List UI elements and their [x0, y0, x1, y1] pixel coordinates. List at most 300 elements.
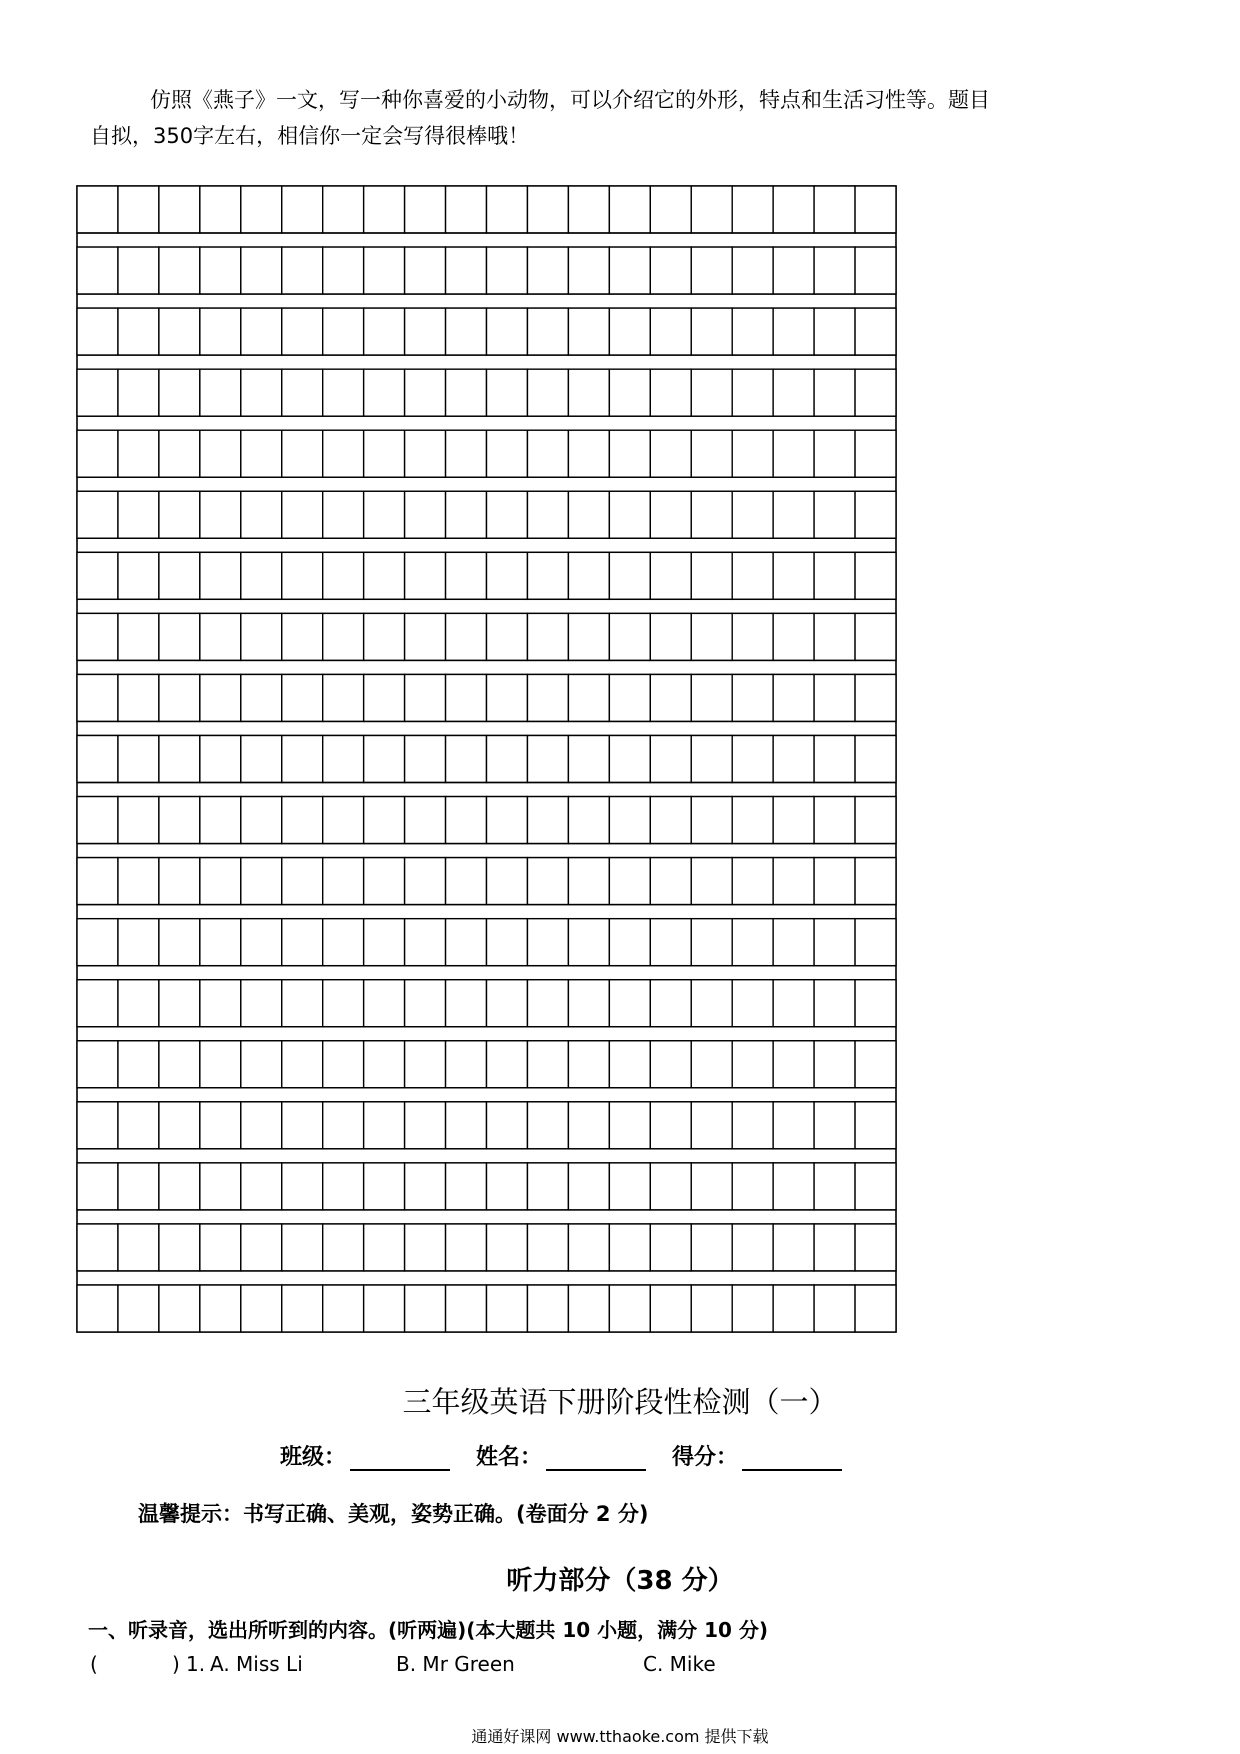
- grid-cell[interactable]: [159, 797, 200, 844]
- grid-cell[interactable]: [405, 797, 446, 844]
- grid-cell[interactable]: [200, 797, 241, 844]
- grid-cell[interactable]: [609, 797, 650, 844]
- grid-cell[interactable]: [527, 491, 568, 538]
- grid-cell[interactable]: [159, 1285, 200, 1332]
- grid-cell[interactable]: [691, 1041, 732, 1088]
- grid-cell[interactable]: [650, 186, 691, 233]
- grid-cell[interactable]: [487, 308, 528, 355]
- grid-cell[interactable]: [364, 308, 405, 355]
- grid-cell[interactable]: [405, 552, 446, 599]
- grid-cell[interactable]: [446, 552, 487, 599]
- grid-cell[interactable]: [773, 552, 814, 599]
- grid-cell[interactable]: [773, 1285, 814, 1332]
- grid-cell[interactable]: [282, 919, 323, 966]
- grid-cell[interactable]: [773, 1224, 814, 1271]
- grid-cell[interactable]: [568, 552, 609, 599]
- grid-cell[interactable]: [118, 186, 159, 233]
- grid-cell[interactable]: [691, 1163, 732, 1210]
- grid-cell[interactable]: [159, 430, 200, 477]
- grid-cell[interactable]: [650, 247, 691, 294]
- grid-cell[interactable]: [855, 674, 896, 721]
- class-blank[interactable]: [350, 1447, 450, 1471]
- grid-cell[interactable]: [691, 1102, 732, 1149]
- grid-cell[interactable]: [200, 980, 241, 1027]
- grid-cell[interactable]: [77, 919, 118, 966]
- grid-cell[interactable]: [77, 1285, 118, 1332]
- grid-cell[interactable]: [77, 797, 118, 844]
- grid-cell[interactable]: [446, 797, 487, 844]
- grid-cell[interactable]: [118, 369, 159, 416]
- option-a[interactable]: A. Miss Li: [210, 1652, 303, 1676]
- grid-cell[interactable]: [159, 552, 200, 599]
- grid-cell[interactable]: [691, 308, 732, 355]
- grid-cell[interactable]: [200, 430, 241, 477]
- grid-cell[interactable]: [527, 980, 568, 1027]
- grid-cell[interactable]: [609, 1224, 650, 1271]
- grid-cell[interactable]: [609, 247, 650, 294]
- grid-cell[interactable]: [650, 797, 691, 844]
- grid-cell[interactable]: [855, 919, 896, 966]
- grid-cell[interactable]: [568, 1102, 609, 1149]
- grid-cell[interactable]: [282, 308, 323, 355]
- grid-cell[interactable]: [855, 858, 896, 905]
- grid-cell[interactable]: [364, 186, 405, 233]
- grid-cell[interactable]: [855, 797, 896, 844]
- grid-cell[interactable]: [527, 797, 568, 844]
- grid-cell[interactable]: [323, 919, 364, 966]
- grid-cell[interactable]: [364, 797, 405, 844]
- grid-cell[interactable]: [405, 247, 446, 294]
- grid-cell[interactable]: [691, 674, 732, 721]
- grid-cell[interactable]: [814, 430, 855, 477]
- grid-cell[interactable]: [609, 186, 650, 233]
- grid-cell[interactable]: [282, 797, 323, 844]
- grid-cell[interactable]: [200, 552, 241, 599]
- grid-cell[interactable]: [118, 858, 159, 905]
- grid-cell[interactable]: [159, 369, 200, 416]
- grid-cell[interactable]: [77, 247, 118, 294]
- grid-cell[interactable]: [609, 613, 650, 660]
- grid-cell[interactable]: [405, 1041, 446, 1088]
- grid-cell[interactable]: [241, 186, 282, 233]
- grid-cell[interactable]: [650, 430, 691, 477]
- grid-cell[interactable]: [118, 552, 159, 599]
- grid-cell[interactable]: [323, 1041, 364, 1088]
- grid-cell[interactable]: [609, 919, 650, 966]
- grid-cell[interactable]: [405, 1102, 446, 1149]
- grid-cell[interactable]: [773, 491, 814, 538]
- grid-cell[interactable]: [364, 736, 405, 783]
- grid-cell[interactable]: [446, 308, 487, 355]
- class-field[interactable]: [280, 1440, 450, 1471]
- grid-cell[interactable]: [77, 491, 118, 538]
- grid-cell[interactable]: [814, 247, 855, 294]
- grid-cell[interactable]: [364, 1224, 405, 1271]
- grid-cell[interactable]: [200, 247, 241, 294]
- grid-cell[interactable]: [200, 1285, 241, 1332]
- grid-cell[interactable]: [159, 1163, 200, 1210]
- grid-cell[interactable]: [118, 1285, 159, 1332]
- grid-cell[interactable]: [568, 247, 609, 294]
- grid-cell[interactable]: [814, 1224, 855, 1271]
- grid-cell[interactable]: [159, 308, 200, 355]
- grid-cell[interactable]: [241, 858, 282, 905]
- grid-cell[interactable]: [77, 430, 118, 477]
- grid-cell[interactable]: [773, 613, 814, 660]
- grid-cell[interactable]: [527, 736, 568, 783]
- grid-cell[interactable]: [487, 186, 528, 233]
- grid-cell[interactable]: [323, 430, 364, 477]
- grid-cell[interactable]: [527, 552, 568, 599]
- grid-cell[interactable]: [691, 980, 732, 1027]
- answer-bracket-open[interactable]: (: [90, 1652, 98, 1676]
- grid-cell[interactable]: [241, 919, 282, 966]
- grid-cell[interactable]: [773, 919, 814, 966]
- grid-cell[interactable]: [609, 1285, 650, 1332]
- grid-cell[interactable]: [568, 430, 609, 477]
- grid-cell[interactable]: [241, 430, 282, 477]
- grid-cell[interactable]: [159, 1041, 200, 1088]
- grid-cell[interactable]: [527, 1224, 568, 1271]
- grid-cell[interactable]: [527, 247, 568, 294]
- grid-cell[interactable]: [568, 1285, 609, 1332]
- grid-cell[interactable]: [650, 308, 691, 355]
- grid-cell[interactable]: [282, 1224, 323, 1271]
- grid-cell[interactable]: [691, 1285, 732, 1332]
- grid-cell[interactable]: [77, 613, 118, 660]
- grid-cell[interactable]: [282, 1163, 323, 1210]
- grid-cell[interactable]: [241, 1163, 282, 1210]
- grid-cell[interactable]: [855, 1041, 896, 1088]
- grid-cell[interactable]: [814, 491, 855, 538]
- grid-cell[interactable]: [200, 369, 241, 416]
- grid-cell[interactable]: [323, 736, 364, 783]
- grid-cell[interactable]: [773, 430, 814, 477]
- grid-cell[interactable]: [527, 613, 568, 660]
- grid-cell[interactable]: [650, 674, 691, 721]
- grid-cell[interactable]: [527, 674, 568, 721]
- grid-cell[interactable]: [527, 186, 568, 233]
- grid-cell[interactable]: [77, 1102, 118, 1149]
- grid-cell[interactable]: [405, 1285, 446, 1332]
- grid-cell[interactable]: [159, 613, 200, 660]
- grid-cell[interactable]: [282, 980, 323, 1027]
- grid-cell[interactable]: [323, 1163, 364, 1210]
- grid-cell[interactable]: [732, 858, 773, 905]
- grid-cell[interactable]: [241, 980, 282, 1027]
- grid-cell[interactable]: [568, 919, 609, 966]
- grid-cell[interactable]: [527, 430, 568, 477]
- grid-cell[interactable]: [77, 1163, 118, 1210]
- grid-cell[interactable]: [773, 369, 814, 416]
- grid-cell[interactable]: [118, 1163, 159, 1210]
- grid-cell[interactable]: [200, 491, 241, 538]
- grid-cell[interactable]: [855, 552, 896, 599]
- grid-cell[interactable]: [814, 736, 855, 783]
- option-b[interactable]: B. Mr Green: [396, 1652, 515, 1676]
- grid-cell[interactable]: [405, 613, 446, 660]
- grid-cell[interactable]: [282, 430, 323, 477]
- grid-cell[interactable]: [446, 736, 487, 783]
- grid-cell[interactable]: [568, 308, 609, 355]
- grid-cell[interactable]: [773, 797, 814, 844]
- grid-cell[interactable]: [364, 430, 405, 477]
- grid-cell[interactable]: [118, 980, 159, 1027]
- grid-cell[interactable]: [855, 308, 896, 355]
- grid-cell[interactable]: [282, 369, 323, 416]
- grid-cell[interactable]: [159, 980, 200, 1027]
- grid-cell[interactable]: [855, 369, 896, 416]
- grid-cell[interactable]: [200, 1224, 241, 1271]
- grid-cell[interactable]: [364, 980, 405, 1027]
- grid-cell[interactable]: [650, 491, 691, 538]
- grid-cell[interactable]: [527, 1102, 568, 1149]
- grid-cell[interactable]: [364, 674, 405, 721]
- grid-cell[interactable]: [568, 491, 609, 538]
- grid-cell[interactable]: [732, 674, 773, 721]
- grid-cell[interactable]: [732, 430, 773, 477]
- grid-cell[interactable]: [568, 858, 609, 905]
- grid-cell[interactable]: [855, 247, 896, 294]
- grid-cell[interactable]: [732, 1224, 773, 1271]
- grid-cell[interactable]: [241, 1041, 282, 1088]
- grid-cell[interactable]: [487, 1041, 528, 1088]
- grid-cell[interactable]: [732, 186, 773, 233]
- grid-cell[interactable]: [241, 369, 282, 416]
- grid-cell[interactable]: [527, 919, 568, 966]
- grid-cell[interactable]: [527, 1041, 568, 1088]
- grid-cell[interactable]: [118, 1102, 159, 1149]
- grid-cell[interactable]: [814, 1285, 855, 1332]
- grid-cell[interactable]: [77, 1041, 118, 1088]
- grid-cell[interactable]: [609, 674, 650, 721]
- grid-cell[interactable]: [691, 613, 732, 660]
- grid-cell[interactable]: [77, 552, 118, 599]
- grid-cell[interactable]: [405, 736, 446, 783]
- grid-cell[interactable]: [732, 552, 773, 599]
- grid-cell[interactable]: [691, 491, 732, 538]
- grid-cell[interactable]: [323, 308, 364, 355]
- grid-cell[interactable]: [732, 1041, 773, 1088]
- name-blank[interactable]: [546, 1447, 646, 1471]
- grid-cell[interactable]: [773, 186, 814, 233]
- grid-cell[interactable]: [241, 491, 282, 538]
- grid-cell[interactable]: [773, 247, 814, 294]
- grid-cell[interactable]: [487, 1224, 528, 1271]
- grid-cell[interactable]: [446, 919, 487, 966]
- grid-cell[interactable]: [364, 247, 405, 294]
- grid-cell[interactable]: [773, 1102, 814, 1149]
- grid-cell[interactable]: [650, 1163, 691, 1210]
- grid-cell[interactable]: [77, 674, 118, 721]
- grid-cell[interactable]: [405, 186, 446, 233]
- grid-cell[interactable]: [77, 736, 118, 783]
- grid-cell[interactable]: [282, 858, 323, 905]
- grid-cell[interactable]: [814, 674, 855, 721]
- grid-cell[interactable]: [118, 1041, 159, 1088]
- grid-cell[interactable]: [77, 308, 118, 355]
- grid-cell[interactable]: [405, 980, 446, 1027]
- grid-cell[interactable]: [609, 1163, 650, 1210]
- grid-cell[interactable]: [487, 736, 528, 783]
- grid-cell[interactable]: [282, 491, 323, 538]
- grid-cell[interactable]: [282, 674, 323, 721]
- grid-cell[interactable]: [446, 1285, 487, 1332]
- grid-cell[interactable]: [405, 1224, 446, 1271]
- grid-cell[interactable]: [364, 1163, 405, 1210]
- grid-cell[interactable]: [323, 1224, 364, 1271]
- grid-cell[interactable]: [364, 919, 405, 966]
- grid-cell[interactable]: [446, 613, 487, 660]
- grid-cell[interactable]: [568, 674, 609, 721]
- grid-cell[interactable]: [732, 919, 773, 966]
- grid-cell[interactable]: [118, 919, 159, 966]
- grid-cell[interactable]: [568, 980, 609, 1027]
- grid-cell[interactable]: [691, 247, 732, 294]
- grid-cell[interactable]: [159, 1224, 200, 1271]
- grid-cell[interactable]: [691, 1224, 732, 1271]
- grid-cell[interactable]: [855, 1163, 896, 1210]
- grid-cell[interactable]: [855, 430, 896, 477]
- grid-cell[interactable]: [487, 1285, 528, 1332]
- grid-cell[interactable]: [364, 491, 405, 538]
- grid-cell[interactable]: [568, 736, 609, 783]
- score-field[interactable]: [672, 1440, 842, 1471]
- grid-cell[interactable]: [118, 308, 159, 355]
- grid-cell[interactable]: [159, 919, 200, 966]
- grid-cell[interactable]: [323, 797, 364, 844]
- grid-cell[interactable]: [282, 552, 323, 599]
- grid-cell[interactable]: [814, 919, 855, 966]
- grid-cell[interactable]: [691, 369, 732, 416]
- grid-cell[interactable]: [159, 1102, 200, 1149]
- grid-cell[interactable]: [282, 247, 323, 294]
- grid-cell[interactable]: [773, 736, 814, 783]
- grid-cell[interactable]: [691, 736, 732, 783]
- grid-cell[interactable]: [323, 247, 364, 294]
- grid-cell[interactable]: [241, 1285, 282, 1332]
- grid-cell[interactable]: [405, 858, 446, 905]
- grid-cell[interactable]: [855, 1285, 896, 1332]
- grid-cell[interactable]: [241, 1224, 282, 1271]
- grid-cell[interactable]: [773, 308, 814, 355]
- grid-cell[interactable]: [77, 186, 118, 233]
- grid-cell[interactable]: [118, 797, 159, 844]
- grid-cell[interactable]: [118, 247, 159, 294]
- grid-cell[interactable]: [323, 613, 364, 660]
- grid-cell[interactable]: [118, 613, 159, 660]
- grid-cell[interactable]: [855, 186, 896, 233]
- grid-cell[interactable]: [323, 552, 364, 599]
- grid-cell[interactable]: [77, 980, 118, 1027]
- grid-cell[interactable]: [609, 1041, 650, 1088]
- grid-cell[interactable]: [200, 613, 241, 660]
- grid-cell[interactable]: [118, 674, 159, 721]
- grid-cell[interactable]: [650, 369, 691, 416]
- grid-cell[interactable]: [446, 1041, 487, 1088]
- grid-cell[interactable]: [527, 1163, 568, 1210]
- grid-cell[interactable]: [650, 1041, 691, 1088]
- grid-cell[interactable]: [364, 369, 405, 416]
- grid-cell[interactable]: [282, 1102, 323, 1149]
- grid-cell[interactable]: [241, 613, 282, 660]
- grid-cell[interactable]: [609, 430, 650, 477]
- grid-cell[interactable]: [568, 1041, 609, 1088]
- grid-cell[interactable]: [323, 1102, 364, 1149]
- grid-cell[interactable]: [487, 1102, 528, 1149]
- grid-cell[interactable]: [241, 308, 282, 355]
- grid-cell[interactable]: [691, 430, 732, 477]
- grid-cell[interactable]: [323, 369, 364, 416]
- grid-cell[interactable]: [487, 1163, 528, 1210]
- grid-cell[interactable]: [446, 980, 487, 1027]
- grid-cell[interactable]: [159, 858, 200, 905]
- grid-cell[interactable]: [364, 552, 405, 599]
- grid-cell[interactable]: [814, 1163, 855, 1210]
- grid-cell[interactable]: [814, 369, 855, 416]
- grid-cell[interactable]: [487, 430, 528, 477]
- grid-cell[interactable]: [323, 980, 364, 1027]
- score-blank[interactable]: [742, 1447, 842, 1471]
- grid-cell[interactable]: [487, 674, 528, 721]
- grid-cell[interactable]: [446, 1102, 487, 1149]
- grid-cell[interactable]: [732, 369, 773, 416]
- grid-cell[interactable]: [405, 491, 446, 538]
- grid-cell[interactable]: [200, 736, 241, 783]
- grid-cell[interactable]: [405, 430, 446, 477]
- grid-cell[interactable]: [241, 247, 282, 294]
- grid-cell[interactable]: [609, 980, 650, 1027]
- grid-cell[interactable]: [405, 919, 446, 966]
- grid-cell[interactable]: [405, 308, 446, 355]
- grid-cell[interactable]: [732, 1163, 773, 1210]
- grid-cell[interactable]: [527, 858, 568, 905]
- grid-cell[interactable]: [200, 186, 241, 233]
- grid-cell[interactable]: [773, 980, 814, 1027]
- grid-cell[interactable]: [364, 1041, 405, 1088]
- grid-cell[interactable]: [118, 430, 159, 477]
- grid-cell[interactable]: [487, 552, 528, 599]
- grid-cell[interactable]: [200, 1041, 241, 1088]
- grid-cell[interactable]: [814, 308, 855, 355]
- grid-cell[interactable]: [364, 858, 405, 905]
- grid-cell[interactable]: [323, 674, 364, 721]
- grid-cell[interactable]: [814, 1041, 855, 1088]
- grid-cell[interactable]: [855, 613, 896, 660]
- grid-cell[interactable]: [200, 919, 241, 966]
- grid-cell[interactable]: [364, 1102, 405, 1149]
- grid-cell[interactable]: [650, 1102, 691, 1149]
- grid-cell[interactable]: [405, 369, 446, 416]
- grid-cell[interactable]: [159, 674, 200, 721]
- grid-cell[interactable]: [282, 1041, 323, 1088]
- grid-cell[interactable]: [609, 1102, 650, 1149]
- grid-cell[interactable]: [732, 1102, 773, 1149]
- grid-cell[interactable]: [118, 736, 159, 783]
- grid-cell[interactable]: [568, 1163, 609, 1210]
- grid-cell[interactable]: [487, 369, 528, 416]
- grid-cell[interactable]: [568, 1224, 609, 1271]
- grid-cell[interactable]: [323, 858, 364, 905]
- grid-cell[interactable]: [405, 1163, 446, 1210]
- grid-cell[interactable]: [609, 369, 650, 416]
- grid-cell[interactable]: [773, 1163, 814, 1210]
- grid-cell[interactable]: [609, 552, 650, 599]
- grid-cell[interactable]: [527, 369, 568, 416]
- grid-cell[interactable]: [568, 369, 609, 416]
- writing-grid[interactable]: [76, 185, 897, 1333]
- grid-cell[interactable]: [855, 1224, 896, 1271]
